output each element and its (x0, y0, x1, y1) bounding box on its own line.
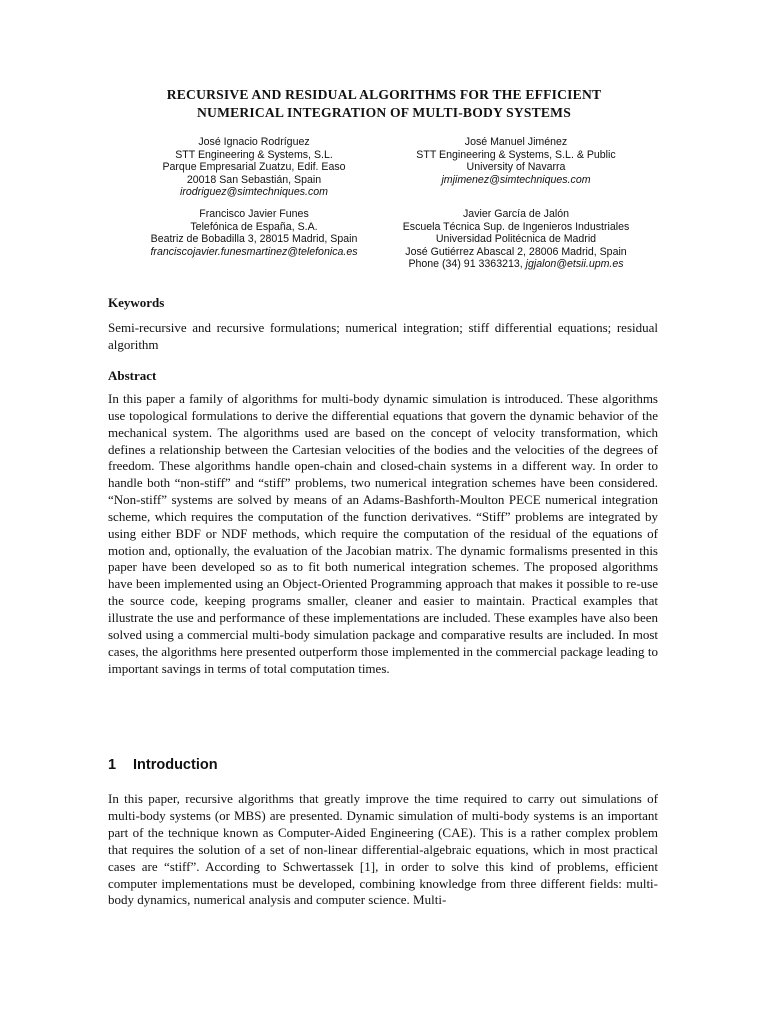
author-phone: Phone (34) 91 3363213, (408, 258, 526, 271)
author-affiliation: José Gutiérrez Abascal 2, 28006 Madrid, Spain (405, 245, 627, 258)
abstract-text: In this paper a family of algorithms for multi-body dynamic simulation is introduced. These algorithms use topological formulations to derive the differential equations that govern the dynamic behavior of the mechanical system. The algorithms used are based on the concept of velocity transformation, which defines a relationship between the Cartesian velocities of the bodies and the velocities of the degrees of freedom. These algorithms handle open-chain and closed-chain systems in a different way. In order to handle both “non-stiff” and “stiff” problems, two numerical integration schemes have been considered. “Non-stiff” systems are solved by means of an Adams-Bashforth-Moulton PECE numerical integration scheme, which requires the computation of the function derivatives. “Stiff” problems are integrated by using either BDF or NDF methods, which require the computation of the residual of the equations of motion and, optionally, the evaluation of the Jacobian matrix. The dynamic formalisms presented in this paper have been developed so as to fit both numerical integration schemes. The proposed algorithms have been implemented using an Object-Oriented Programming approach that makes it possible to re-use the source code, keeping programs smaller, cleaner and easier to maintain. Practical examples that illustrate the use and performance of these implementations are included. These examples have also been solved using a commercial multi-body simulation package and comparative results are included. In most cases, the algorithms here presented outperform those implemented in the commercial package leading to important savings in terms of total computation times. (108, 391, 658, 676)
author-name: Javier García de Jalón (463, 208, 569, 220)
title-line: RECURSIVE AND RESIDUAL ALGORITHMS FOR THE EFFICIENT (166, 87, 602, 102)
author-affiliation: STT Engineering & Systems, S.L. & Public (416, 148, 616, 161)
author-email: franciscojavier.funesmartinez@telefonica.es (150, 245, 358, 258)
section-title: Introduction (133, 757, 218, 773)
author-name: José Manuel Jiménez (464, 136, 568, 148)
introduction-text: In this paper, recursive algorithms that greatly improve the time required to carry out simulations of multi-body systems (or MBS) are presented. Dynamic simulation of multi-body systems is an important part of the technique known as Computer-Aided Engineering (CAE). This is a rather complex problem that requires the solution of a set of non-linear differential-algebraic equations, which in most practical cases are “stiff”. According to Schwertassek [1], in order to solve this kind of problems, efficient computer implementations must be developed, combining knowledge from three different fields: multi-body dynamics, numerical analysis and computer science. Multi- (108, 791, 658, 908)
author-affiliation: STT Engineering & Systems, S.L. (175, 148, 333, 161)
author-block-funes (104, 208, 404, 258)
author-contact (366, 258, 666, 271)
keywords-text: Semi-recursive and recursive formulations; numerical integration; stiff differential equations; residual algorithm (108, 320, 658, 352)
paper-title (0, 86, 768, 122)
author-affiliation: Telefónica de España, S.A. (190, 220, 318, 233)
abstract-heading: Abstract (108, 368, 157, 383)
author-email: jgjalon@etsii.upm.es (525, 258, 624, 271)
author-affiliation: 20018 San Sebastián, Spain (186, 173, 322, 186)
author-block-jimenez (366, 136, 666, 186)
section-number: 1 (108, 757, 117, 773)
author-email: jmjimenez@simtechniques.com (441, 173, 591, 186)
author-affiliation: Universidad Politécnica de Madrid (435, 233, 597, 246)
author-name: Francisco Javier Funes (199, 208, 309, 220)
keywords-heading: Keywords (108, 295, 165, 310)
author-affiliation: Parque Empresarial Zuatzu, Edif. Easo (162, 161, 346, 174)
author-email: irodriguez@simtechniques.com (180, 186, 328, 199)
author-affiliation: Escuela Técnica Sup. de Ingenieros Industriales (402, 220, 630, 233)
title-line: NUMERICAL INTEGRATION OF MULTI-BODY SYSTEMS (197, 105, 571, 120)
author-affiliation: University of Navarra (466, 161, 566, 174)
author-block-garcia-de-jalon (366, 208, 666, 271)
author-block-rodriguez (104, 136, 404, 199)
author-name: José Ignacio Rodríguez (198, 136, 310, 148)
author-affiliation: Beatriz de Bobadilla 3, 28015 Madrid, Spain (150, 233, 358, 246)
section-heading-introduction (108, 757, 218, 773)
